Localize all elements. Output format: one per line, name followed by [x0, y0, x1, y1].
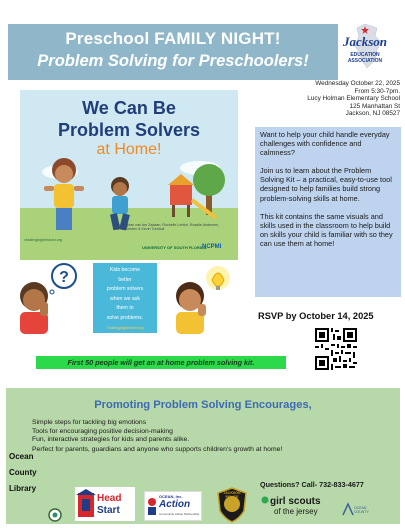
audience-note: Perfect for parents, guardians and anyone who supports children's growth at home!	[32, 446, 283, 453]
occ-mark-icon	[342, 502, 354, 516]
girl-scouts-line2: of the jersey	[274, 507, 318, 516]
head-start-line2: Start	[97, 505, 120, 516]
list-item: Tools for encouraging positive decision-making	[32, 427, 173, 435]
card-line: problem solvers	[106, 286, 144, 292]
head-start-house-icon	[76, 489, 96, 519]
ncpmi-logo: NCPMI	[202, 244, 222, 250]
page-subtitle: Problem Solving for Preschoolers!	[37, 52, 309, 70]
rsvp-deadline: RSVP by October 14, 2025	[258, 311, 374, 321]
event-time: From 5:30-7pm.	[354, 87, 400, 95]
event-venue: Lucy Holman Elementary School	[307, 95, 400, 103]
book-cover-image	[20, 90, 238, 260]
event-details	[270, 80, 400, 118]
info-box	[255, 127, 401, 297]
logo-sub-association: ASSOCIATION	[347, 58, 383, 64]
child-lightbulb-image	[162, 262, 236, 334]
occ-label: OCEAN COUNTY	[354, 506, 369, 514]
ocean-inc-main: Action	[159, 499, 191, 510]
cover-title-line1: We Can Be	[82, 98, 176, 118]
benefits-title: Promoting Problem Solving Encourages,	[94, 399, 312, 411]
head-start-line1: Head	[97, 493, 122, 504]
cover-url: challengingbehavior.org	[24, 238, 62, 242]
event-street: 125 Manhattan St	[349, 102, 400, 110]
card-line: when we ask	[110, 295, 140, 302]
cover-title-line3: at Home!	[96, 141, 162, 158]
svg-text:?: ?	[59, 269, 69, 286]
page-title: Preschool FAMILY NIGHT!	[65, 29, 281, 48]
cover-title-line2: Problem Solvers	[57, 120, 201, 140]
jackson-police-logo	[215, 487, 249, 523]
police-label: JACKSON POLICE	[223, 491, 241, 499]
kit-giveaway-banner: First 50 people will get an at home problem solving kit.	[36, 356, 286, 369]
ocean-inc-top: OCEAN, Inc.	[159, 494, 183, 499]
cover-credit: By Meghan van der Zadaan, Rochelle Lentini, Rosalie Andersen, Ilene Wenten & Kevin Turnbull	[116, 223, 220, 232]
header	[0, 0, 405, 85]
event-city: Jackson, NJ 08527	[345, 110, 400, 118]
girl-scouts-line1: girl scouts	[270, 496, 321, 507]
card-line: them to	[116, 305, 134, 311]
event-date: Wednesday October 22, 2025	[315, 80, 400, 87]
girl-scouts-trefoil-icon	[260, 496, 270, 508]
info-paragraph-3: This kit contains the same visuals and skills used in the classroom to help build on skills your child is familiar with so they can use them at home!	[260, 211, 393, 248]
ocean-county-college-logo	[342, 502, 382, 518]
jackson-education-association-logo	[335, 22, 395, 70]
questions-phone: Questions? Call- 732-833-4677	[260, 480, 364, 489]
ocean-inc-mark-icon	[146, 496, 158, 516]
qr-code[interactable]	[313, 326, 359, 372]
benefits-list	[32, 419, 189, 445]
library-line: Ocean	[9, 452, 34, 461]
girl-scouts-logo	[260, 496, 340, 522]
kids-problem-solvers-card	[93, 263, 157, 333]
logo-name: Jackson	[342, 34, 388, 49]
library-line: Library	[9, 484, 37, 493]
card-line: better	[118, 276, 132, 283]
child-question-mark-image	[10, 262, 82, 334]
card-line: solve problems.	[106, 314, 144, 321]
usf-logo: UNIVERSITY OF SOUTH FLORIDA	[142, 245, 207, 250]
sponsor-logos	[40, 486, 400, 524]
list-item: Simple steps for tackling big emotions	[32, 419, 147, 426]
logo-sub-education: EDUCATION	[350, 52, 380, 58]
info-paragraph-2: Join us to learn about the Problem Solving Kit – a practical, easy-to-use tool designed to help families build strong problem-solving skills at home.	[260, 166, 392, 203]
library-line: County	[9, 468, 37, 477]
head-start-logo	[75, 487, 135, 521]
card-source: ChallengingBehavior.org	[106, 326, 144, 330]
card-line: Kids become	[110, 267, 140, 273]
library-circle-icon	[48, 508, 62, 522]
info-paragraph-1: Want to help your child handle everyday challenges with confidence and calmness?	[260, 130, 390, 158]
ocean-inc-sub: Community Action Partnership	[159, 512, 200, 516]
ocean-inc-logo	[144, 491, 202, 521]
list-item: Fun, interactive strategies for kids and parents alike.	[32, 436, 190, 444]
